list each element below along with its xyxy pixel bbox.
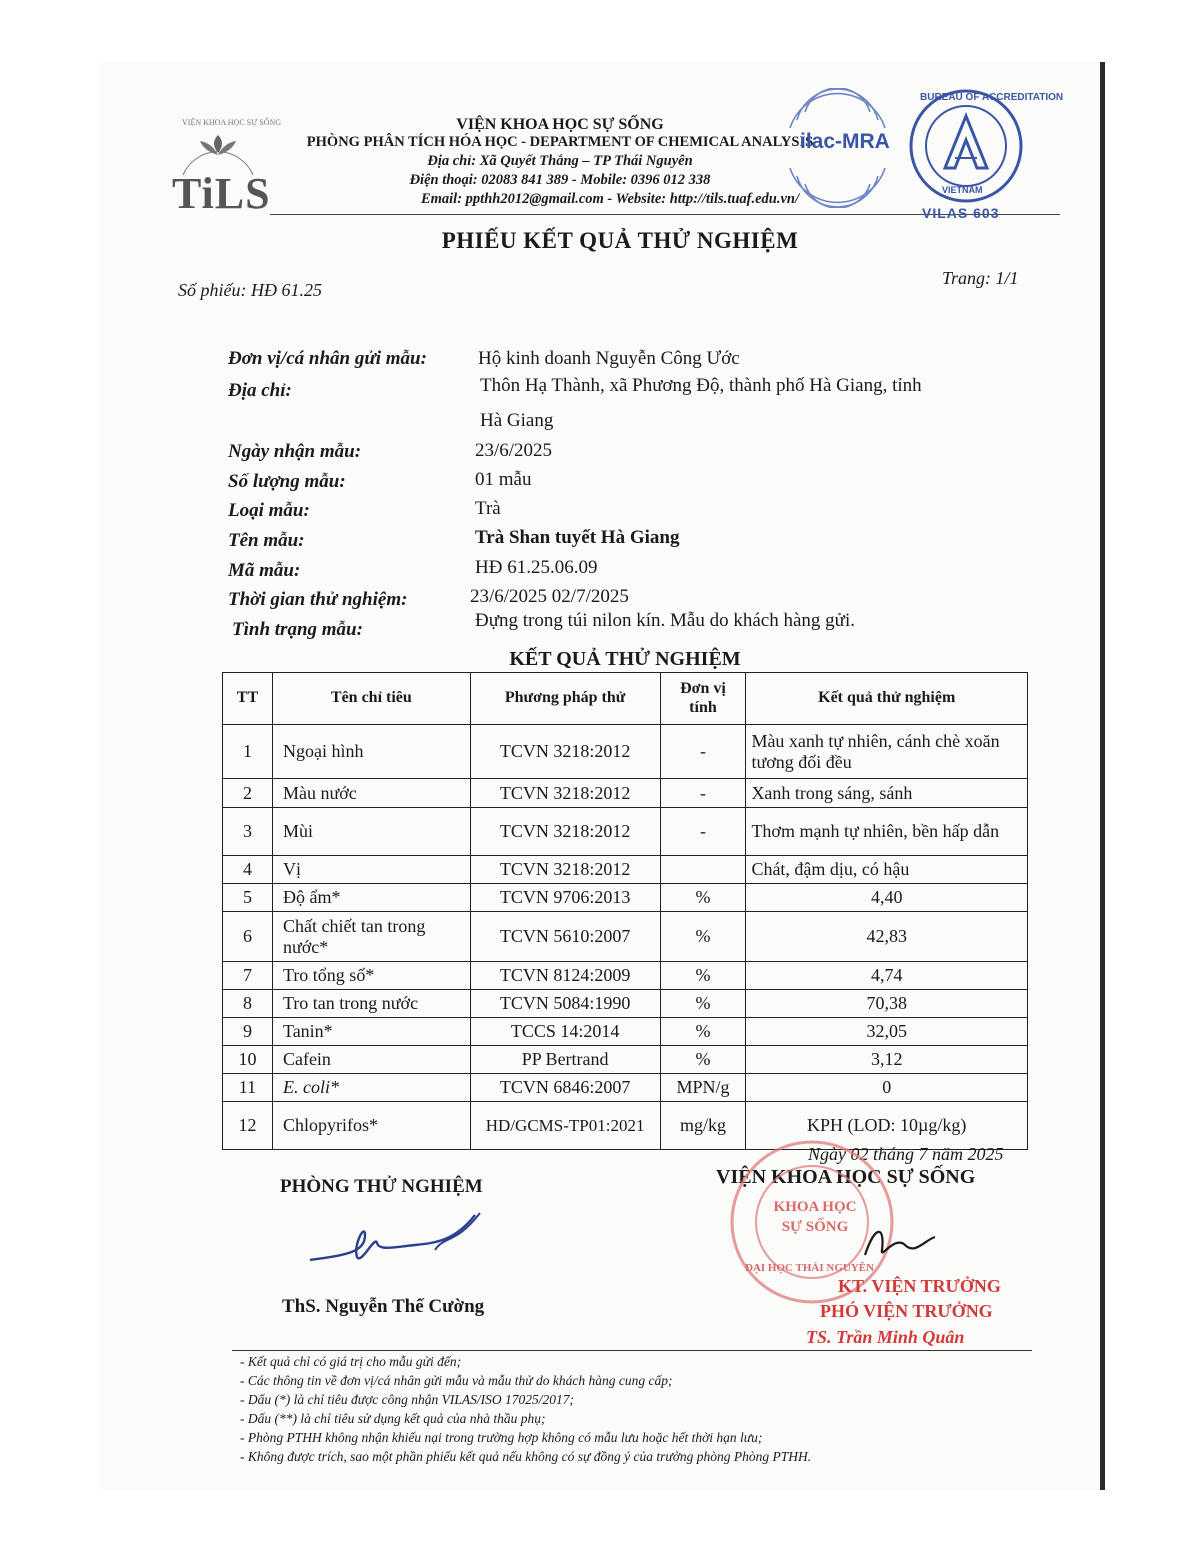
- unit: -: [660, 808, 746, 856]
- test-method: PP Bertrand: [470, 1046, 660, 1074]
- vilas-label: VILAS 603: [922, 205, 1000, 221]
- unit: [660, 856, 746, 884]
- deputy-title-2: PHÓ VIỆN TRƯỞNG: [820, 1301, 993, 1321]
- unit: mg/kg: [660, 1102, 746, 1150]
- unit: %: [660, 1046, 746, 1074]
- badge2-ring-text: BUREAU OF ACCREDITATION: [920, 92, 1064, 103]
- address-label: Địa chỉ:: [228, 380, 292, 401]
- note-line: - Kết quả chỉ có giá trị cho mẫu gửi đến;: [240, 1354, 462, 1369]
- result: KPH (LOD: 10µg/kg): [746, 1102, 1028, 1150]
- note-line: - Các thông tin về đơn vị/cá nhân gửi mẫu và mẫu thử do khách hàng cung cấp;: [240, 1373, 673, 1388]
- note-line: - Dấu (*) là chỉ tiêu được công nhận VILAS/ISO 17025/2017;: [240, 1392, 575, 1407]
- quantity-value: 01 mẫu: [475, 469, 532, 490]
- unit: %: [660, 912, 746, 962]
- note-line: - Phòng PTHH không nhận khiếu nại trong trường hợp không có mẫu lưu hoặc hết thời hạn lưu;: [240, 1430, 763, 1445]
- phone-line: Điện thoại: 02083 841 389 - Mobile: 0396 012 338: [409, 172, 711, 188]
- indicator-name: Vị: [272, 856, 470, 884]
- row-number: 6: [223, 912, 273, 962]
- sample-name-value: Trà Shan tuyết Hà Giang: [475, 527, 680, 548]
- lab-signature-icon: [305, 1205, 485, 1275]
- director-signature-icon: [860, 1215, 940, 1265]
- sample-code-value: HĐ 61.25.06.09: [475, 557, 598, 578]
- lab-signer-name: ThS. Nguyễn Thế Cường: [282, 1296, 485, 1317]
- stamp-center-text: KHOA HỌC SỰ SỐNG: [773, 1199, 857, 1235]
- table-row: [223, 1018, 1028, 1046]
- row-number: 10: [223, 1046, 273, 1074]
- sender-value: Hộ kinh doanh Nguyễn Công Ước: [478, 348, 740, 369]
- unit: %: [660, 884, 746, 912]
- header-cell: Đơn vị tính: [660, 673, 746, 725]
- page-indicator: Trang: 1/1: [942, 268, 1019, 288]
- table-row: [223, 912, 1028, 962]
- lab-signature-title: PHÒNG THỬ NGHIỆM: [280, 1176, 483, 1197]
- sample-condition-value: Đựng trong túi nilon kín. Mẫu do khách hàng gửi.: [475, 610, 855, 631]
- director-name: TS. Trần Minh Quân: [806, 1327, 965, 1347]
- header-cell: Phương pháp thử: [470, 673, 660, 725]
- table-row: [223, 1074, 1028, 1102]
- result: 4,74: [746, 962, 1028, 990]
- test-method: TCVN 5084:1990: [470, 990, 660, 1018]
- ilac-badge-text: ilac-MRA: [800, 130, 890, 153]
- row-number: 8: [223, 990, 273, 1018]
- result: 42,83: [746, 912, 1028, 962]
- result: Chát, đậm dịu, có hậu: [746, 856, 1028, 884]
- result: 70,38: [746, 990, 1028, 1018]
- test-method: TCCS 14:2014: [470, 1018, 660, 1046]
- institute-name: VIỆN KHOA HỌC SỰ SỐNG: [456, 116, 664, 133]
- indicator-name: Chất chiết tan trong nước*: [272, 912, 470, 962]
- sample-type-value: Trà: [475, 498, 501, 519]
- address-value-1: Thôn Hạ Thành, xã Phương Độ, thành phố Hà Giang, tỉnh: [480, 375, 922, 396]
- row-number: 12: [223, 1102, 273, 1150]
- row-number: 1: [223, 725, 273, 779]
- result: 3,12: [746, 1046, 1028, 1074]
- org-signature-title: VIỆN KHOA HỌC SỰ SỐNG: [716, 1166, 976, 1188]
- received-date-value: 23/6/2025: [475, 440, 553, 461]
- email-web-line: Email: ppthh2012@gmail.com - Website: http://tils.tuaf.edu.vn/: [420, 191, 800, 207]
- table-row: [223, 990, 1028, 1018]
- sample-name-label: Tên mẫu:: [228, 530, 305, 551]
- table-row: [223, 1102, 1028, 1150]
- table-row: [223, 884, 1028, 912]
- sample-condition-label: Tình trạng mẫu:: [232, 619, 363, 640]
- indicator-name: Mùi: [272, 808, 470, 856]
- unit: %: [660, 962, 746, 990]
- department-name: PHÒNG PHÂN TÍCH HÓA HỌC - DEPARTMENT OF CHEMICAL ANALYSIS: [306, 134, 814, 150]
- table-row: [223, 779, 1028, 808]
- note-line: - Dấu (**) là chỉ tiêu sử dụng kết quả của nhà thầu phụ;: [240, 1411, 546, 1426]
- unit: %: [660, 1018, 746, 1046]
- badge2-country: VIETNAM: [942, 185, 983, 195]
- table-row: [223, 725, 1028, 779]
- notes-divider: [232, 1350, 1032, 1351]
- test-method: TCVN 3218:2012: [470, 856, 660, 884]
- result: Thơm mạnh tự nhiên, bền hấp dẫn: [746, 808, 1028, 856]
- sample-type-label: Loại mẫu:: [228, 500, 310, 521]
- unit: MPN/g: [660, 1074, 746, 1102]
- stamp-ring-text: ĐẠI HỌC THÁI NGUYÊN: [745, 1262, 875, 1274]
- indicator-name: Ngoại hình: [272, 725, 470, 779]
- result: Xanh trong sáng, sánh: [746, 779, 1028, 808]
- test-method: TCVN 3218:2012: [470, 808, 660, 856]
- test-method: TCVN 3218:2012: [470, 725, 660, 779]
- unit: -: [660, 725, 746, 779]
- test-period-value: 23/6/2025 02/7/2025: [470, 586, 629, 607]
- result: 4,40: [746, 884, 1028, 912]
- indicator-name: Tanin*: [272, 1018, 470, 1046]
- row-number: 5: [223, 884, 273, 912]
- table-row: [223, 856, 1028, 884]
- document-title: PHIẾU KẾT QUẢ THỬ NGHIỆM: [441, 228, 799, 253]
- row-number: 11: [223, 1074, 273, 1102]
- result: Màu xanh tự nhiên, cánh chè xoăn tương đối đều: [746, 725, 1028, 779]
- indicator-name: Màu nước: [272, 779, 470, 808]
- indicator-name: Độ ẩm*: [272, 884, 470, 912]
- address-value-2: Hà Giang: [480, 410, 554, 431]
- sheet-edge: [1100, 62, 1105, 1490]
- note-line: - Không được trích, sao một phần phiếu kết quả nếu không có sự đồng ý của trưởng phòng Phòng PTHH.: [240, 1449, 812, 1464]
- results-title: KẾT QUẢ THỬ NGHIỆM: [509, 648, 741, 670]
- row-number: 4: [223, 856, 273, 884]
- logo-text: TiLS: [172, 169, 271, 218]
- indicator-name: E. coli*: [272, 1074, 470, 1102]
- test-method: TCVN 8124:2009: [470, 962, 660, 990]
- table-row: [223, 962, 1028, 990]
- indicator-name: Cafein: [272, 1046, 470, 1074]
- test-method: TCVN 6846:2007: [470, 1074, 660, 1102]
- row-number: 2: [223, 779, 273, 808]
- test-method: TCVN 9706:2013: [470, 884, 660, 912]
- test-method: HD/GCMS-TP01:2021: [470, 1102, 660, 1150]
- table-header-row: [223, 673, 1028, 725]
- report-number: Số phiếu: HĐ 61.25: [178, 280, 322, 300]
- sender-label: Đơn vị/cá nhân gửi mẫu:: [228, 348, 427, 369]
- indicator-name: Chlopyrifos*: [272, 1102, 470, 1150]
- quantity-label: Số lượng mẫu:: [228, 471, 346, 492]
- table-row: [223, 808, 1028, 856]
- row-number: 3: [223, 808, 273, 856]
- test-period-label: Thời gian thử nghiệm:: [228, 589, 408, 610]
- result: 32,05: [746, 1018, 1028, 1046]
- test-method: TCVN 3218:2012: [470, 779, 660, 808]
- unit: %: [660, 990, 746, 1018]
- row-number: 9: [223, 1018, 273, 1046]
- logo-ring-text: VIỆN KHOA HỌC SỰ SỐNG: [182, 118, 282, 127]
- results-table: [222, 672, 1028, 1150]
- result: 0: [746, 1074, 1028, 1102]
- deputy-title-1: KT. VIỆN TRƯỞNG: [838, 1276, 1001, 1296]
- address-line: Địa chỉ: Xã Quyết Thắng – TP Thái Nguyên: [427, 153, 693, 169]
- header-cell: TT: [223, 673, 273, 725]
- row-number: 7: [223, 962, 273, 990]
- test-method: TCVN 5610:2007: [470, 912, 660, 962]
- indicator-name: Tro tổng số*: [272, 962, 470, 990]
- indicator-name: Tro tan trong nước: [272, 990, 470, 1018]
- sample-code-label: Mã mẫu:: [228, 560, 301, 581]
- received-date-label: Ngày nhận mẫu:: [228, 441, 362, 462]
- unit: -: [660, 779, 746, 808]
- table-row: [223, 1046, 1028, 1074]
- issue-date: Ngày 02 tháng 7 năm 2025: [808, 1144, 1004, 1164]
- header-cell: Tên chỉ tiêu: [272, 673, 470, 725]
- header-cell: Kết quả thử nghiệm: [746, 673, 1028, 725]
